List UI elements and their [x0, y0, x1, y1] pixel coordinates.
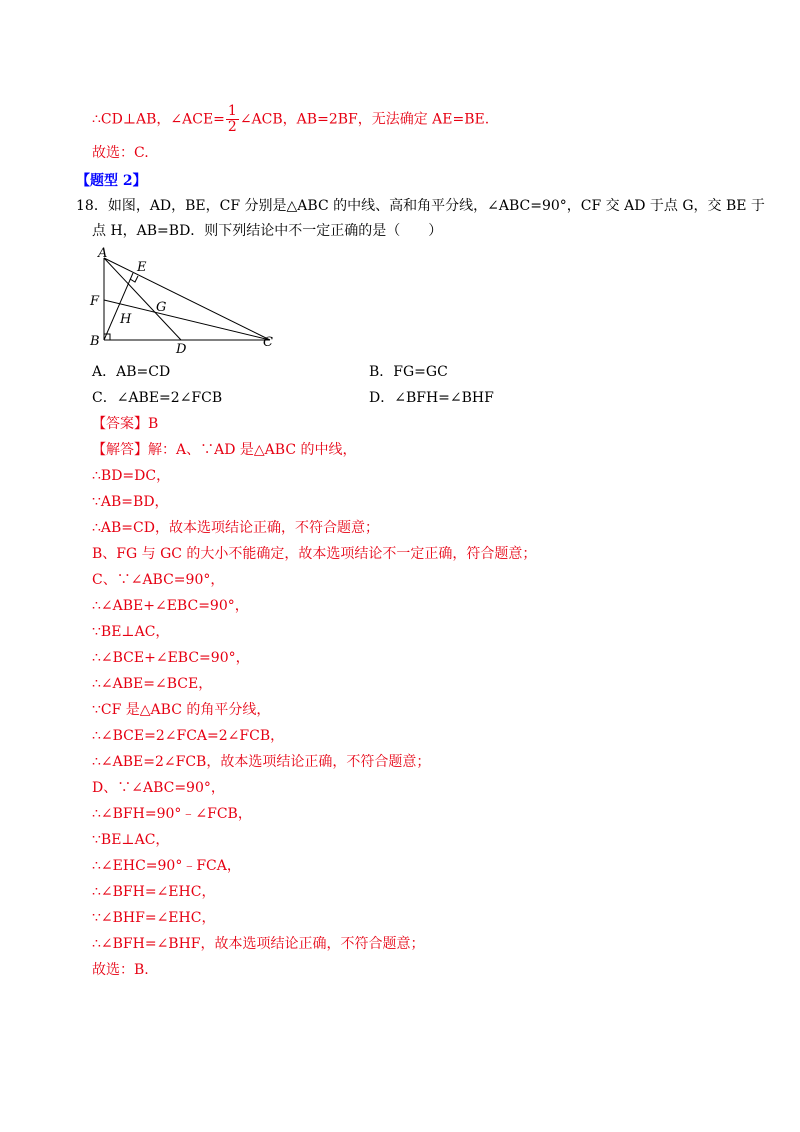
- option-d: D．∠BFH=∠BHF: [369, 390, 494, 406]
- solution-line: B、FG 与 GC 的大小不能确定，故本选项结论不一定正确，符合题意；: [92, 546, 537, 562]
- prev-answer-line: [92, 104, 489, 135]
- solution-line: ∴∠BFH=90°﹣∠FCB，: [92, 806, 252, 822]
- solution-line: 故选：B.: [92, 962, 149, 978]
- solution-line: ∵BE⊥AC，: [92, 832, 170, 848]
- solution-line: ∴∠ABE+∠EBC=90°，: [92, 598, 249, 614]
- solution-line: ∴∠BCE+∠EBC=90°，: [92, 650, 250, 666]
- option-a: A．AB=CD: [92, 364, 171, 380]
- option-b: B．FG=GC: [369, 364, 448, 380]
- option-c: C．∠ABE=2∠FCB: [92, 390, 223, 406]
- solution-line: ∴∠ABE=2∠FCB，故本选项结论正确，不符合题意；: [92, 754, 431, 770]
- triangle-figure: [88, 246, 288, 358]
- solution-line: ∴BD=DC，: [92, 468, 171, 484]
- solution-line: ∴∠BFH=∠EHC，: [92, 884, 216, 900]
- label-h: H: [120, 312, 132, 327]
- fraction: [226, 104, 239, 135]
- solution-line: ∴∠EHC=90°﹣FCA，: [92, 858, 241, 874]
- answer-label: 【答案】B: [92, 416, 159, 432]
- label-a: A: [98, 246, 108, 261]
- label-e: E: [137, 260, 147, 275]
- label-d: D: [176, 342, 187, 357]
- solution-line: D、∵∠ABC=90°，: [92, 780, 225, 796]
- label-b: B: [90, 334, 100, 349]
- prev-answer-text-b: ∠ACB，AB=2BF，无法确定 AE=BE.: [239, 111, 490, 128]
- label-g: G: [156, 300, 167, 315]
- solution-line: ∵BE⊥AC，: [92, 624, 170, 640]
- solution-line: ∵∠BHF=∠EHC，: [92, 910, 216, 926]
- solution-line: C、∵∠ABC=90°，: [92, 572, 225, 588]
- prev-answer-text-a: ∴CD⊥AB，∠ACE=: [92, 111, 225, 128]
- label-c: C: [263, 335, 273, 350]
- fraction-numerator: 1: [227, 103, 237, 119]
- solution-line: ∴∠BCE=2∠FCA=2∠FCB，: [92, 728, 285, 744]
- question-line-1: 18．如图，AD，BE，CF 分别是△ABC 的中线、高和角平分线，∠ABC=90°，CF 交 AD 于点 G，交 BE 于: [76, 198, 765, 214]
- segment-ac: [104, 258, 270, 340]
- prev-answer-selected: 故选：C.: [92, 145, 149, 161]
- label-f: F: [90, 294, 100, 309]
- solution-line: ∵CF 是△ABC 的角平分线，: [92, 702, 271, 718]
- fraction-denominator: 2: [227, 119, 237, 135]
- solution-line: ∴∠ABE=∠BCE，: [92, 676, 213, 692]
- question-line-2: 点 H，AB=BD．则下列结论中不一定正确的是（ ）: [92, 223, 443, 239]
- segment-be: [104, 273, 133, 340]
- solution-line: 【解答】解：A、∵AD 是△ABC 的中线，: [92, 442, 357, 458]
- section-label: 【题型 2】: [76, 173, 147, 189]
- solution-line: ∵AB=BD，: [92, 494, 169, 510]
- solution-line: ∴AB=CD，故本选项结论正确，不符合题意；: [92, 520, 379, 536]
- solution-line: ∴∠BFH=∠BHF，故本选项结论正确，不符合题意；: [92, 936, 425, 952]
